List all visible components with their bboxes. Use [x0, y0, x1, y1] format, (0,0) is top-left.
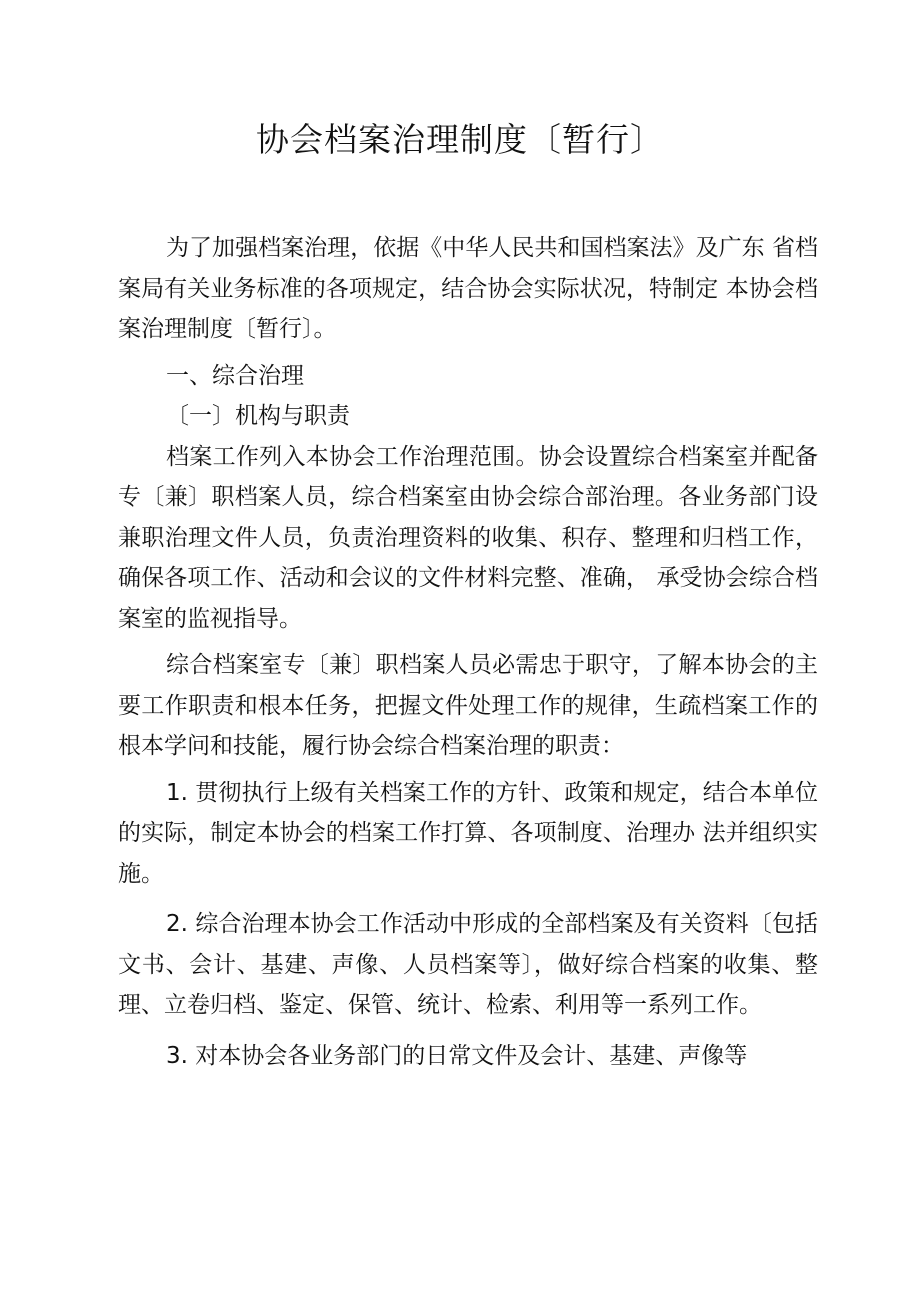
body-paragraph: 档案工作列入本协会工作治理范围。协会设置综合档案室并配备专〔兼〕职档案人员，综合档案室由协会综合部治理。各业务部门设兼职治理文件人员，负责治理资料的收集、积存、整理和归档工作，确保各项工作、活动和会议的文件材料完整、准确， 承受协会综合档案室的监视指导。: [118, 443, 818, 632]
body-paragraph: 综合档案室专〔兼〕职档案人员必需忠于职守，了解本协会的主要工作职责和根本任务，把握文件处理工作的规律，生疏档案工作的根本学问和技能，履行协会综合档案治理的职责：: [118, 652, 818, 759]
list-item: 2. 综合治理本协会工作活动中形成的全部档案及有关资料〔包括文书、会计、基建、声像、人员档案等〕，做好综合档案的收集、整理、立卷归档、鉴定、保管、统计、检索、利用等一系列工作。: [118, 911, 818, 1018]
subsection-heading: 〔一〕机构与职责: [166, 403, 350, 429]
document-body: [118, 228, 818, 1076]
list-item: 1. 贯彻执行上级有关档案工作的方针、政策和规定，结合本单位的实际，制定本协会的档案工作打算、各项制度、治理办 法并组织实施。: [118, 779, 818, 887]
document-title: 协会档案治理制度〔暂行〕: [256, 120, 664, 159]
list-item: 3. 对本协会各业务部门的日常文件及会计、基建、声像等: [166, 1042, 748, 1069]
section-heading: 一、综合治理: [166, 362, 304, 389]
intro-paragraph: 为了加强档案治理，依据《中华人民共和国档案法》及广东 省档案局有关业务标准的各项规定，结合协会实际状况，特制定 本协会档案治理制度〔暂行〕。: [118, 235, 818, 342]
